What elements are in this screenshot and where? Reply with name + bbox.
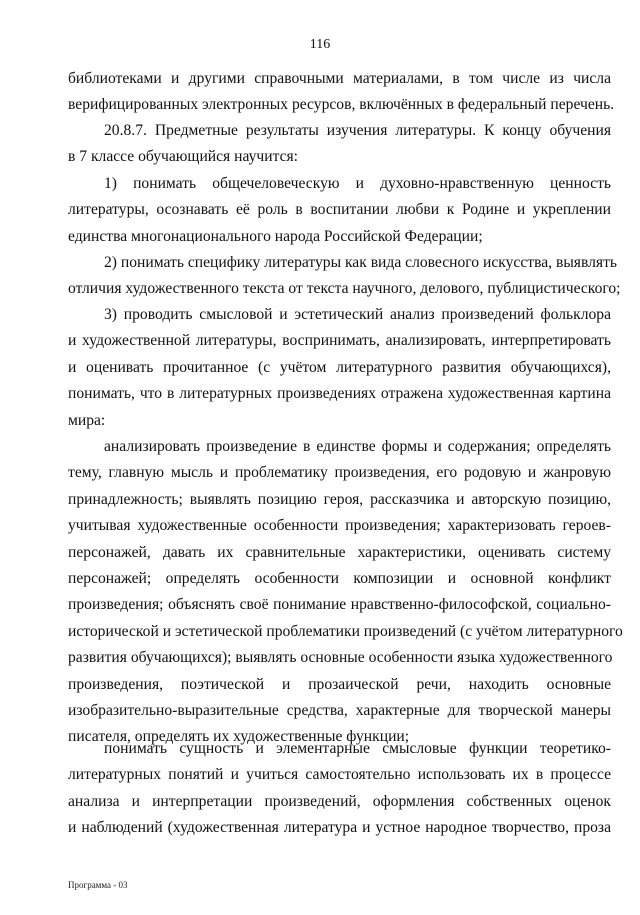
page-number: 116 xyxy=(309,37,331,52)
text-line: 3) проводить смысловой и эстетический анализ произведений фольклора xyxy=(104,306,611,323)
text-line: 1) понимать общечеловеческую и духовно-нравственную ценность xyxy=(104,175,611,192)
text-line: учитывая художественные особенности произведения; характеризовать героев- xyxy=(68,517,611,535)
text-line: произведения; объяснять своё понимание нравственно-философской, социально- xyxy=(68,596,611,614)
text-line: развития обучающихся); выявлять основные особенности языка художественного xyxy=(68,649,613,667)
text-line: изобразительно-выразительные средства, характерные для творческой манеры xyxy=(68,701,611,719)
text-line: персонажей; определять особенности композиции и основной конфликт xyxy=(68,569,611,587)
paragraph-item-2 xyxy=(68,250,621,303)
text-line: мира: xyxy=(68,411,106,429)
text-line: 20.8.7. Предметные результаты изучения литературы. К концу обучения xyxy=(104,122,611,139)
text-line: единства многонационального народа Российской Федерации; xyxy=(68,227,483,245)
text-line: верифицированных электронных ресурсов, включённых в федеральный перечень. xyxy=(68,96,615,114)
text-line: понимать, что в литературных произведениях отражена художественная картина xyxy=(68,385,611,403)
text-line: анализировать произведение в единстве формы и содержания; определять xyxy=(104,438,611,455)
text-line: анализа и интерпретации произведений, оформления собственных оценок xyxy=(68,792,611,810)
page-footer: Программа - 03 xyxy=(68,880,128,890)
text-line: исторической и эстетической проблематики произведений (с учётом литературного xyxy=(68,622,623,640)
text-line: и наблюдений (художественная литература и устное народное творчество, проза xyxy=(68,819,611,837)
paragraph-continuation xyxy=(68,66,615,119)
paragraph-analysis xyxy=(68,434,623,751)
text-line: 2) понимать специфику литературы как вида словесного искусства, выявлять xyxy=(104,254,618,271)
paragraph-section-heading xyxy=(68,118,611,171)
paragraph-theory xyxy=(68,736,611,842)
text-line: понимать сущность и элементарные смысловые функции теоретико- xyxy=(104,740,611,757)
text-line: литературы, осознавать её роль в воспитании любви к Родине и укреплении xyxy=(68,201,611,219)
paragraph-item-1 xyxy=(68,171,611,250)
paragraph-item-3 xyxy=(68,302,611,434)
text-line: и оценивать прочитанное (с учётом литературного развития обучающихся), xyxy=(68,358,611,376)
text-line: и художественной литературы, воспринимать, анализировать, интерпретировать xyxy=(68,332,611,350)
text-line: произведения, поэтической и прозаической речи, находить основные xyxy=(68,675,611,693)
text-line: персонажей, давать их сравнительные характеристики, оценивать систему xyxy=(68,543,611,561)
text-line: отличия художественного текста от текста научного, делового, публицистического; xyxy=(68,280,621,298)
text-line: тему, главную мысль и проблематику произведения, его родовую и жанровую xyxy=(68,464,611,482)
text-line: писателя, определять их художественные функции; xyxy=(68,728,410,746)
text-line: библиотеками и другими справочными материалами, в том числе из числа xyxy=(68,70,611,87)
text-line: литературных понятий и учиться самостоятельно использовать их в процессе xyxy=(68,766,611,784)
text-line: в 7 классе обучающийся научится: xyxy=(68,148,299,166)
text-line: принадлежность; выявлять позицию героя, рассказчика и авторскую позицию, xyxy=(68,490,611,508)
